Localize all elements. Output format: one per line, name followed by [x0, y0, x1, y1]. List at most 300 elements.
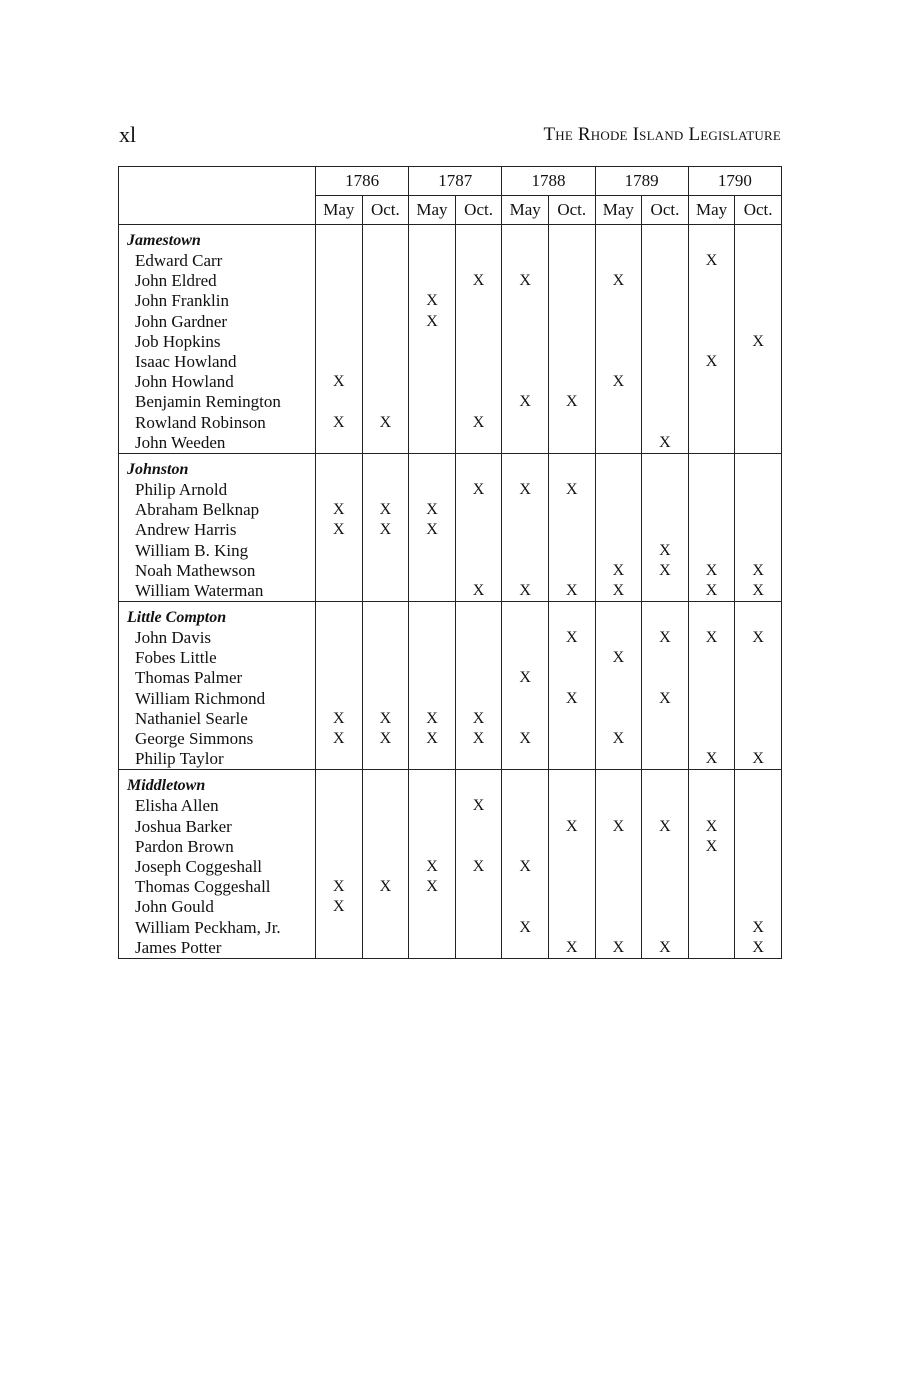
attendance-mark [409, 668, 456, 688]
table-row [119, 668, 782, 688]
attendance-mark [502, 689, 549, 709]
attendance-mark [595, 749, 642, 770]
attendance-mark: X [548, 392, 595, 412]
attendance-mark [595, 709, 642, 729]
attendance-mark: X [595, 372, 642, 392]
town-name: Jamestown [119, 225, 316, 252]
town-name: Johnston [119, 453, 316, 480]
attendance-mark: X [455, 796, 502, 816]
table-row [119, 271, 782, 291]
table-row [119, 817, 782, 837]
town-section [119, 225, 782, 454]
attendance-mark [362, 796, 409, 816]
attendance-mark [409, 271, 456, 291]
town-name: Little Compton [119, 602, 316, 629]
member-name: William B. King [119, 540, 316, 560]
empty-cell [642, 453, 689, 480]
attendance-mark: X [502, 392, 549, 412]
attendance-mark [409, 837, 456, 857]
table-row [119, 837, 782, 857]
attendance-mark [642, 413, 689, 433]
attendance-mark [595, 332, 642, 352]
session-header: May [502, 196, 549, 225]
attendance-mark: X [688, 561, 735, 581]
session-header: Oct. [548, 196, 595, 225]
attendance-mark [642, 500, 689, 520]
attendance-mark: X [595, 817, 642, 837]
attendance-mark [548, 520, 595, 540]
empty-cell [316, 225, 363, 252]
attendance-mark [642, 796, 689, 816]
attendance-mark: X [316, 372, 363, 392]
attendance-mark [502, 500, 549, 520]
attendance-mark [735, 392, 782, 412]
attendance-mark: X [735, 581, 782, 602]
attendance-mark: X [502, 917, 549, 937]
attendance-mark [409, 251, 456, 271]
table-row [119, 540, 782, 560]
attendance-mark [362, 392, 409, 412]
attendance-mark [502, 433, 549, 454]
attendance-mark [455, 312, 502, 332]
empty-cell [735, 225, 782, 252]
attendance-mark: X [642, 628, 689, 648]
town-section [119, 453, 782, 601]
attendance-mark [316, 581, 363, 602]
year-header: 1790 [688, 167, 781, 196]
attendance-mark [502, 520, 549, 540]
table-row [119, 749, 782, 770]
member-name: Joseph Coggeshall [119, 857, 316, 877]
attendance-mark [455, 877, 502, 897]
empty-cell [595, 602, 642, 629]
member-name: John Eldred [119, 271, 316, 291]
attendance-mark [455, 392, 502, 412]
attendance-mark [409, 540, 456, 560]
attendance-mark [688, 648, 735, 668]
attendance-mark [502, 413, 549, 433]
session-header: Oct. [455, 196, 502, 225]
attendance-mark: X [502, 480, 549, 500]
table-row [119, 291, 782, 311]
attendance-mark [502, 817, 549, 837]
empty-cell [409, 602, 456, 629]
running-head: The Rhode Island Legislature [543, 124, 781, 145]
table-row [119, 372, 782, 392]
empty-cell [548, 453, 595, 480]
attendance-mark [548, 271, 595, 291]
attendance-mark [735, 352, 782, 372]
member-name: John Franklin [119, 291, 316, 311]
attendance-mark [362, 749, 409, 770]
attendance-mark [362, 581, 409, 602]
town-heading-row [119, 602, 782, 629]
attendance-mark: X [502, 581, 549, 602]
attendance-mark [502, 372, 549, 392]
empty-cell [362, 602, 409, 629]
attendance-mark: X [548, 581, 595, 602]
table-row [119, 520, 782, 540]
table-row [119, 480, 782, 500]
empty-cell [502, 770, 549, 797]
attendance-mark [688, 689, 735, 709]
session-header: Oct. [735, 196, 782, 225]
attendance-mark [316, 837, 363, 857]
attendance-mark: X [595, 271, 642, 291]
attendance-mark [502, 540, 549, 560]
attendance-mark: X [409, 857, 456, 877]
attendance-mark [595, 413, 642, 433]
attendance-mark: X [595, 561, 642, 581]
member-name: Joshua Barker [119, 817, 316, 837]
session-header: May [595, 196, 642, 225]
attendance-mark: X [595, 648, 642, 668]
attendance-mark [409, 413, 456, 433]
session-header: Oct. [362, 196, 409, 225]
attendance-mark [688, 500, 735, 520]
member-name: John Howland [119, 372, 316, 392]
empty-cell [735, 602, 782, 629]
attendance-mark: X [409, 877, 456, 897]
attendance-mark: X [642, 689, 689, 709]
attendance-mark [688, 413, 735, 433]
session-header: Oct. [642, 196, 689, 225]
attendance-mark [688, 938, 735, 959]
table-row [119, 796, 782, 816]
attendance-mark [595, 251, 642, 271]
attendance-mark: X [688, 749, 735, 770]
empty-cell [502, 602, 549, 629]
attendance-mark [735, 897, 782, 917]
attendance-mark [362, 561, 409, 581]
attendance-mark [595, 520, 642, 540]
attendance-mark [362, 332, 409, 352]
attendance-mark [502, 352, 549, 372]
attendance-mark: X [548, 938, 595, 959]
table-row [119, 500, 782, 520]
attendance-mark [316, 628, 363, 648]
attendance-mark: X [735, 938, 782, 959]
attendance-mark [735, 500, 782, 520]
attendance-mark [409, 897, 456, 917]
table-row [119, 413, 782, 433]
attendance-mark: X [502, 729, 549, 749]
attendance-mark [409, 392, 456, 412]
attendance-mark [642, 729, 689, 749]
empty-cell [455, 602, 502, 629]
attendance-mark [502, 897, 549, 917]
attendance-mark: X [595, 729, 642, 749]
attendance-mark [595, 857, 642, 877]
attendance-mark: X [688, 352, 735, 372]
town-heading-row [119, 453, 782, 480]
empty-cell [316, 770, 363, 797]
attendance-mark [688, 729, 735, 749]
attendance-mark [595, 897, 642, 917]
empty-cell [642, 602, 689, 629]
attendance-mark: X [642, 433, 689, 454]
attendance-mark: X [362, 413, 409, 433]
attendance-mark [455, 837, 502, 857]
attendance-mark [688, 392, 735, 412]
attendance-mark: X [502, 857, 549, 877]
table-row [119, 628, 782, 648]
table-row [119, 332, 782, 352]
attendance-mark: X [362, 709, 409, 729]
attendance-mark [688, 520, 735, 540]
attendance-mark [595, 689, 642, 709]
member-name: Andrew Harris [119, 520, 316, 540]
attendance-mark: X [455, 480, 502, 500]
empty-cell [642, 225, 689, 252]
member-name: John Weeden [119, 433, 316, 454]
empty-cell [688, 225, 735, 252]
attendance-mark: X [548, 689, 595, 709]
attendance-mark [316, 480, 363, 500]
town-name: Middletown [119, 770, 316, 797]
attendance-mark [642, 480, 689, 500]
attendance-mark [316, 668, 363, 688]
attendance-mark: X [316, 520, 363, 540]
attendance-mark [595, 877, 642, 897]
attendance-mark: X [455, 413, 502, 433]
empty-cell [735, 770, 782, 797]
member-name: William Waterman [119, 581, 316, 602]
attendance-mark [735, 480, 782, 500]
attendance-mark [316, 251, 363, 271]
attendance-mark [735, 817, 782, 837]
empty-cell [688, 770, 735, 797]
attendance-mark [455, 561, 502, 581]
town-heading-row [119, 225, 782, 252]
attendance-mark [595, 668, 642, 688]
table-row [119, 917, 782, 937]
attendance-mark: X [455, 271, 502, 291]
attendance-mark: X [548, 480, 595, 500]
attendance-mark [409, 938, 456, 959]
attendance-mark [362, 352, 409, 372]
empty-cell [362, 770, 409, 797]
empty-cell [362, 453, 409, 480]
attendance-mark [316, 689, 363, 709]
attendance-mark [688, 709, 735, 729]
table-row [119, 897, 782, 917]
attendance-mark [502, 628, 549, 648]
attendance-mark [409, 689, 456, 709]
attendance-mark [409, 648, 456, 668]
attendance-mark: X [362, 729, 409, 749]
attendance-mark [455, 817, 502, 837]
attendance-mark [455, 540, 502, 560]
attendance-mark [688, 271, 735, 291]
attendance-mark: X [316, 729, 363, 749]
attendance-mark [316, 817, 363, 837]
attendance-mark [688, 433, 735, 454]
attendance-mark [455, 251, 502, 271]
attendance-mark [502, 648, 549, 668]
attendance-mark [502, 251, 549, 271]
attendance-mark [548, 837, 595, 857]
attendance-mark [642, 312, 689, 332]
attendance-mark [362, 917, 409, 937]
attendance-mark [409, 917, 456, 937]
member-name: Isaac Howland [119, 352, 316, 372]
attendance-mark: X [409, 500, 456, 520]
attendance-mark [362, 372, 409, 392]
attendance-mark [455, 372, 502, 392]
attendance-mark [455, 938, 502, 959]
attendance-mark: X [409, 709, 456, 729]
attendance-table [118, 166, 782, 959]
session-header: May [409, 196, 456, 225]
empty-cell [316, 453, 363, 480]
attendance-mark [548, 413, 595, 433]
attendance-mark [548, 729, 595, 749]
attendance-mark [595, 628, 642, 648]
attendance-mark [548, 561, 595, 581]
attendance-mark [735, 857, 782, 877]
table-row [119, 312, 782, 332]
attendance-mark [595, 312, 642, 332]
attendance-mark [688, 312, 735, 332]
attendance-mark [316, 352, 363, 372]
member-name: Job Hopkins [119, 332, 316, 352]
attendance-mark: X [642, 540, 689, 560]
attendance-mark: X [688, 581, 735, 602]
attendance-mark [409, 581, 456, 602]
attendance-mark: X [409, 729, 456, 749]
attendance-mark [688, 332, 735, 352]
attendance-mark [409, 332, 456, 352]
attendance-mark [548, 332, 595, 352]
attendance-mark [409, 561, 456, 581]
attendance-mark [362, 837, 409, 857]
table-row [119, 561, 782, 581]
attendance-mark [688, 857, 735, 877]
attendance-mark: X [316, 709, 363, 729]
empty-cell [455, 453, 502, 480]
attendance-mark [362, 938, 409, 959]
attendance-mark [548, 796, 595, 816]
attendance-mark [548, 877, 595, 897]
attendance-mark [595, 291, 642, 311]
session-header: May [688, 196, 735, 225]
member-name: Abraham Belknap [119, 500, 316, 520]
empty-cell [502, 225, 549, 252]
attendance-mark [548, 433, 595, 454]
attendance-mark: X [502, 271, 549, 291]
attendance-mark [362, 628, 409, 648]
attendance-mark [548, 897, 595, 917]
attendance-mark [548, 749, 595, 770]
member-name: Noah Mathewson [119, 561, 316, 581]
attendance-mark [642, 251, 689, 271]
attendance-mark [502, 332, 549, 352]
attendance-mark [455, 433, 502, 454]
attendance-mark: X [688, 628, 735, 648]
attendance-mark [455, 668, 502, 688]
attendance-mark [409, 796, 456, 816]
attendance-mark [316, 561, 363, 581]
attendance-mark [735, 291, 782, 311]
attendance-mark [362, 648, 409, 668]
attendance-mark: X [688, 837, 735, 857]
empty-cell [642, 770, 689, 797]
attendance-mark: X [548, 817, 595, 837]
attendance-mark [455, 628, 502, 648]
empty-cell [595, 225, 642, 252]
attendance-mark [642, 877, 689, 897]
attendance-mark [735, 668, 782, 688]
table-row [119, 689, 782, 709]
attendance-mark [502, 749, 549, 770]
attendance-mark [316, 857, 363, 877]
attendance-mark: X [316, 897, 363, 917]
attendance-mark [642, 648, 689, 668]
attendance-mark [502, 561, 549, 581]
attendance-mark: X [595, 938, 642, 959]
attendance-mark [642, 332, 689, 352]
attendance-mark [595, 796, 642, 816]
member-name: Thomas Palmer [119, 668, 316, 688]
attendance-mark: X [735, 332, 782, 352]
empty-cell [688, 453, 735, 480]
attendance-mark [362, 857, 409, 877]
attendance-mark: X [595, 581, 642, 602]
attendance-mark: X [455, 729, 502, 749]
table-row [119, 877, 782, 897]
empty-cell [455, 770, 502, 797]
attendance-mark [409, 817, 456, 837]
attendance-mark [316, 749, 363, 770]
table-row [119, 857, 782, 877]
member-name: Philip Taylor [119, 749, 316, 770]
table-row [119, 392, 782, 412]
attendance-mark [642, 352, 689, 372]
member-name: William Richmond [119, 689, 316, 709]
attendance-mark [409, 433, 456, 454]
attendance-mark [362, 271, 409, 291]
attendance-mark [409, 749, 456, 770]
attendance-mark [642, 857, 689, 877]
attendance-mark [642, 291, 689, 311]
attendance-mark [502, 291, 549, 311]
attendance-mark [548, 291, 595, 311]
member-name: James Potter [119, 938, 316, 959]
attendance-mark [735, 729, 782, 749]
year-header: 1788 [502, 167, 595, 196]
attendance-mark: X [735, 628, 782, 648]
attendance-mark [642, 372, 689, 392]
attendance-mark [595, 433, 642, 454]
attendance-mark: X [362, 500, 409, 520]
attendance-mark [316, 312, 363, 332]
empty-cell [548, 602, 595, 629]
empty-cell [688, 602, 735, 629]
attendance-mark [595, 392, 642, 412]
member-name: Thomas Coggeshall [119, 877, 316, 897]
year-header: 1789 [595, 167, 688, 196]
attendance-mark [735, 251, 782, 271]
attendance-mark [642, 668, 689, 688]
town-section [119, 770, 782, 959]
attendance-mark [316, 433, 363, 454]
attendance-mark [502, 938, 549, 959]
attendance-mark [502, 837, 549, 857]
empty-cell [409, 453, 456, 480]
member-name: Elisha Allen [119, 796, 316, 816]
attendance-mark [642, 709, 689, 729]
